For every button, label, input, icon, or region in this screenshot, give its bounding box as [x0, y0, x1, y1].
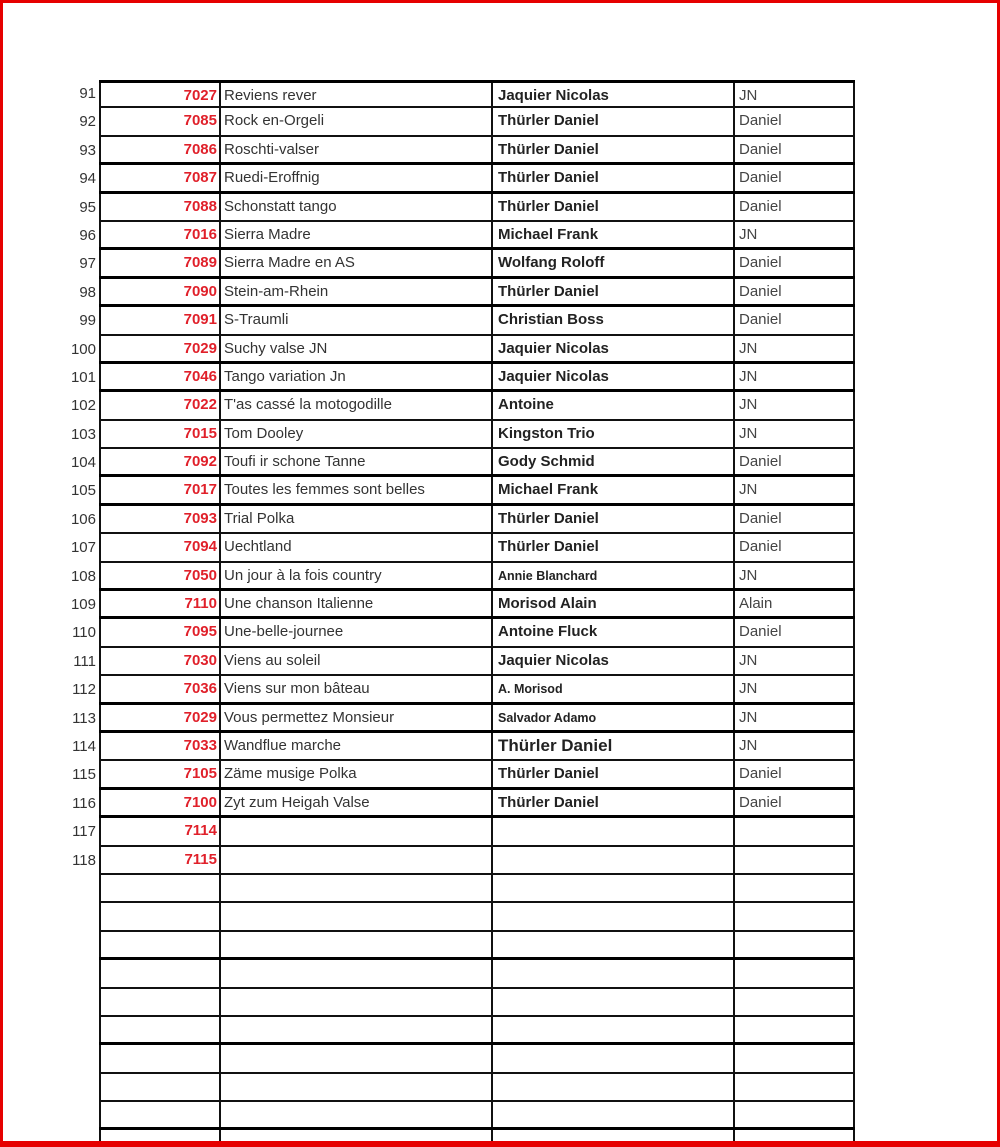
song-code-cell[interactable]: 7085	[99, 108, 219, 134]
table-row	[0, 903, 1000, 931]
table-row	[0, 449, 1000, 477]
row-number: 117	[72, 823, 96, 841]
table-row	[0, 705, 1000, 733]
artist-cell[interactable]	[491, 1102, 733, 1127]
row-cells	[99, 137, 855, 165]
table-row	[0, 534, 1000, 562]
song-title-cell[interactable]: Schonstatt tango	[219, 194, 491, 220]
table-row	[0, 194, 1000, 222]
table-row	[0, 477, 1000, 505]
artist-cell[interactable]: Christian Boss	[491, 307, 733, 333]
song-code-cell[interactable]	[99, 989, 219, 1015]
song-title-cell[interactable]: Sierra Madre en AS	[219, 250, 491, 275]
initials-cell[interactable]: JN	[733, 676, 855, 701]
initials-cell[interactable]: Daniel	[733, 449, 855, 474]
row-number: 116	[72, 794, 96, 812]
song-title-cell[interactable]: S-Traumli	[219, 307, 491, 333]
song-title-cell[interactable]	[219, 1045, 491, 1071]
song-title-cell[interactable]: Reviens rever	[219, 83, 491, 106]
song-code-cell[interactable]: 7105	[99, 761, 219, 786]
artist-cell[interactable]	[491, 847, 733, 873]
row-number: 99	[79, 312, 96, 330]
song-title-cell[interactable]: Tango variation Jn	[219, 364, 491, 389]
initials-cell[interactable]: JN	[733, 563, 855, 588]
row-number	[40, 903, 96, 931]
artist-cell[interactable]: Thürler Daniel	[491, 108, 733, 134]
song-title-cell[interactable]	[219, 1074, 491, 1100]
row-number	[40, 989, 96, 1017]
song-code-cell[interactable]: 7100	[99, 790, 219, 815]
song-table	[0, 80, 1000, 1147]
song-code-cell[interactable]: 7016	[99, 222, 219, 247]
song-title-cell[interactable]: Zäme musige Polka	[219, 761, 491, 786]
artist-cell[interactable]: Antoine Fluck	[491, 619, 733, 645]
table-row	[0, 80, 1000, 108]
row-number: 92	[79, 113, 96, 131]
initials-cell[interactable]	[733, 989, 855, 1015]
song-title-cell[interactable]: Wandflue marche	[219, 733, 491, 759]
row-cells	[99, 194, 855, 222]
table-row	[0, 1130, 1000, 1147]
initials-cell[interactable]: JN	[733, 421, 855, 447]
initials-cell[interactable]	[733, 960, 855, 986]
initials-cell[interactable]: Daniel	[733, 506, 855, 532]
initials-cell[interactable]: Daniel	[733, 790, 855, 815]
song-title-cell[interactable]: Trial Polka	[219, 506, 491, 532]
initials-cell[interactable]	[733, 875, 855, 901]
artist-cell[interactable]: Jaquier Nicolas	[491, 83, 733, 106]
table-row	[0, 932, 1000, 960]
row-number: 101	[70, 368, 96, 386]
artist-cell[interactable]: Thürler Daniel	[491, 790, 733, 815]
initials-cell[interactable]: JN	[733, 705, 855, 730]
song-code-cell[interactable]: 7088	[99, 194, 219, 220]
song-code-cell[interactable]: 7030	[99, 648, 219, 674]
row-number: 100	[70, 340, 96, 358]
song-title-cell[interactable]	[219, 989, 491, 1015]
table-row	[0, 364, 1000, 392]
artist-cell[interactable]	[491, 875, 733, 901]
initials-cell[interactable]: Daniel	[733, 108, 855, 134]
song-code-cell[interactable]	[99, 903, 219, 929]
song-code-cell[interactable]: 7114	[99, 818, 219, 844]
row-number	[40, 1017, 96, 1045]
row-number: 91	[79, 85, 96, 102]
table-row	[0, 336, 1000, 364]
row-cells	[99, 1045, 855, 1073]
artist-cell[interactable]: Annie Blanchard	[491, 563, 733, 588]
song-code-cell[interactable]	[99, 1102, 219, 1127]
song-code-cell[interactable]: 7110	[99, 591, 219, 616]
song-title-cell[interactable]: Tom Dooley	[219, 421, 491, 447]
song-code-cell[interactable]: 7092	[99, 449, 219, 474]
row-cells	[99, 619, 855, 647]
song-title-cell[interactable]	[219, 1102, 491, 1127]
song-title-cell[interactable]: Viens sur mon bâteau	[219, 676, 491, 701]
song-code-cell[interactable]: 7095	[99, 619, 219, 645]
song-title-cell[interactable]: Toufi ir schone Tanne	[219, 449, 491, 474]
song-code-cell[interactable]: 7017	[99, 477, 219, 502]
row-cells	[99, 989, 855, 1017]
song-title-cell[interactable]: Ruedi-Eroffnig	[219, 165, 491, 190]
row-cells	[99, 591, 855, 619]
row-cells	[99, 705, 855, 733]
artist-cell[interactable]: Wolfang Roloff	[491, 250, 733, 275]
artist-cell[interactable]	[491, 932, 733, 957]
row-number: 114	[72, 737, 96, 755]
song-title-cell[interactable]: Un jour à la fois country	[219, 563, 491, 588]
artist-cell[interactable]: Gody Schmid	[491, 449, 733, 474]
row-cells	[99, 506, 855, 534]
song-code-cell[interactable]: 7050	[99, 563, 219, 588]
song-title-cell[interactable]: Vous permettez Monsieur	[219, 705, 491, 730]
row-number: 106	[70, 510, 96, 528]
row-number	[40, 1045, 96, 1073]
song-code-cell[interactable]: 7094	[99, 534, 219, 560]
initials-cell[interactable]	[733, 932, 855, 957]
song-code-cell[interactable]	[99, 1130, 219, 1147]
table-row	[0, 392, 1000, 420]
artist-cell[interactable]: Morisod Alain	[491, 591, 733, 616]
row-cells	[99, 563, 855, 591]
song-code-cell[interactable]: 7015	[99, 421, 219, 447]
table-row	[0, 960, 1000, 988]
row-cells	[99, 534, 855, 562]
initials-cell[interactable]: Alain	[733, 591, 855, 616]
initials-cell[interactable]	[733, 903, 855, 929]
row-cells	[99, 222, 855, 250]
row-number: 93	[79, 141, 96, 159]
song-code-cell[interactable]	[99, 1017, 219, 1042]
row-cells	[99, 761, 855, 789]
song-code-cell[interactable]: 7089	[99, 250, 219, 275]
artist-cell[interactable]: A. Morisod	[491, 676, 733, 701]
initials-cell[interactable]: JN	[733, 477, 855, 502]
row-cells	[99, 1102, 855, 1130]
row-cells	[99, 818, 855, 846]
song-code-cell[interactable]: 7029	[99, 705, 219, 730]
row-cells	[99, 279, 855, 307]
song-title-cell[interactable]: Sierra Madre	[219, 222, 491, 247]
artist-cell[interactable]: Michael Frank	[491, 222, 733, 247]
row-cells	[99, 80, 855, 108]
initials-cell[interactable]	[733, 818, 855, 844]
initials-cell[interactable]: Daniel	[733, 137, 855, 162]
initials-cell[interactable]: JN	[733, 733, 855, 759]
row-number	[40, 875, 96, 903]
artist-cell[interactable]: Jaquier Nicolas	[491, 648, 733, 674]
row-cells	[99, 477, 855, 505]
row-number: 103	[70, 425, 96, 443]
artist-cell[interactable]: Thürler Daniel	[491, 534, 733, 560]
row-cells	[99, 108, 855, 136]
song-title-cell[interactable]: Une-belle-journee	[219, 619, 491, 645]
initials-cell[interactable]: Daniel	[733, 534, 855, 560]
row-cells	[99, 336, 855, 364]
artist-cell[interactable]	[491, 960, 733, 986]
initials-cell[interactable]	[733, 1045, 855, 1071]
row-cells	[99, 250, 855, 278]
song-code-cell[interactable]: 7022	[99, 392, 219, 418]
row-number: 108	[70, 567, 96, 585]
song-code-cell[interactable]	[99, 932, 219, 957]
song-title-cell[interactable]	[219, 847, 491, 873]
initials-cell[interactable]: JN	[733, 392, 855, 418]
song-title-cell[interactable]: Zyt zum Heigah Valse	[219, 790, 491, 815]
row-number: 102	[70, 397, 96, 415]
song-title-cell[interactable]	[219, 903, 491, 929]
row-cells	[99, 847, 855, 875]
row-number: 115	[72, 766, 96, 784]
row-number: 111	[73, 652, 96, 670]
initials-cell[interactable]: Daniel	[733, 619, 855, 645]
song-code-cell[interactable]: 7093	[99, 506, 219, 532]
table-row	[0, 506, 1000, 534]
initials-cell[interactable]: Daniel	[733, 250, 855, 275]
table-row	[0, 818, 1000, 846]
song-code-cell[interactable]: 7027	[99, 83, 219, 106]
table-row	[0, 279, 1000, 307]
row-number: 112	[72, 681, 96, 699]
artist-cell[interactable]: Kingston Trio	[491, 421, 733, 447]
table-row	[0, 648, 1000, 676]
table-row	[0, 875, 1000, 903]
song-title-cell[interactable]: Rock en-Orgeli	[219, 108, 491, 134]
table-row	[0, 421, 1000, 449]
initials-cell[interactable]: JN	[733, 83, 855, 106]
artist-cell[interactable]: Thürler Daniel	[491, 165, 733, 190]
song-code-cell[interactable]: 7087	[99, 165, 219, 190]
table-row	[0, 619, 1000, 647]
initials-cell[interactable]	[733, 1130, 855, 1147]
row-cells	[99, 1130, 855, 1147]
song-code-cell[interactable]	[99, 960, 219, 986]
initials-cell[interactable]: Daniel	[733, 194, 855, 220]
initials-cell[interactable]: Daniel	[733, 165, 855, 190]
table-row	[0, 1045, 1000, 1073]
table-row	[0, 847, 1000, 875]
table-row	[0, 108, 1000, 136]
artist-cell[interactable]: Jaquier Nicolas	[491, 336, 733, 361]
table-row	[0, 563, 1000, 591]
artist-cell[interactable]: Salvador Adamo	[491, 705, 733, 730]
song-code-cell[interactable]	[99, 1045, 219, 1071]
song-title-cell[interactable]: Suchy valse JN	[219, 336, 491, 361]
row-cells	[99, 392, 855, 420]
artist-cell[interactable]: Jaquier Nicolas	[491, 364, 733, 389]
row-number: 109	[70, 596, 96, 614]
row-number	[40, 1130, 96, 1147]
initials-cell[interactable]	[733, 847, 855, 873]
song-title-cell[interactable]: Roschti-valser	[219, 137, 491, 162]
row-cells	[99, 903, 855, 931]
row-cells	[99, 648, 855, 676]
song-code-cell[interactable]: 7115	[99, 847, 219, 873]
artist-cell[interactable]: Thürler Daniel	[491, 279, 733, 304]
song-code-cell[interactable]: 7036	[99, 676, 219, 701]
table-row	[0, 1017, 1000, 1045]
row-cells	[99, 421, 855, 449]
initials-cell[interactable]: JN	[733, 648, 855, 674]
row-cells	[99, 875, 855, 903]
song-title-cell[interactable]	[219, 875, 491, 901]
song-code-cell[interactable]: 7091	[99, 307, 219, 333]
row-cells	[99, 733, 855, 761]
artist-cell[interactable]	[491, 1045, 733, 1071]
song-title-cell[interactable]	[219, 1130, 491, 1147]
table-row	[0, 989, 1000, 1017]
table-row	[0, 676, 1000, 704]
table-row	[0, 591, 1000, 619]
song-title-cell[interactable]	[219, 1017, 491, 1042]
row-cells	[99, 1017, 855, 1045]
row-cells	[99, 364, 855, 392]
song-title-cell[interactable]: Viens au soleil	[219, 648, 491, 674]
artist-cell[interactable]: Thürler Daniel	[491, 506, 733, 532]
row-number: 110	[72, 624, 96, 642]
row-number: 105	[70, 482, 96, 500]
song-code-cell[interactable]: 7046	[99, 364, 219, 389]
song-title-cell[interactable]: Une chanson Italienne	[219, 591, 491, 616]
row-cells	[99, 960, 855, 988]
song-code-cell[interactable]: 7033	[99, 733, 219, 759]
row-number: 118	[72, 851, 96, 869]
row-number	[40, 932, 96, 960]
table-row	[0, 250, 1000, 278]
initials-cell[interactable]: Daniel	[733, 761, 855, 786]
row-cells	[99, 790, 855, 818]
song-title-cell[interactable]: Stein-am-Rhein	[219, 279, 491, 304]
song-code-cell[interactable]	[99, 875, 219, 901]
row-cells	[99, 1074, 855, 1102]
song-title-cell[interactable]: Uechtland	[219, 534, 491, 560]
song-title-cell[interactable]	[219, 932, 491, 957]
song-title-cell[interactable]	[219, 960, 491, 986]
table-row	[0, 165, 1000, 193]
artist-cell[interactable]	[491, 1017, 733, 1042]
initials-cell[interactable]	[733, 1074, 855, 1100]
table-row	[0, 222, 1000, 250]
artist-cell[interactable]: Michael Frank	[491, 477, 733, 502]
row-number: 97	[79, 255, 96, 273]
initials-cell[interactable]: JN	[733, 336, 855, 361]
artist-cell[interactable]: Thürler Daniel	[491, 761, 733, 786]
row-number: 94	[79, 170, 96, 188]
artist-cell[interactable]	[491, 989, 733, 1015]
song-title-cell[interactable]: T'as cassé la motogodille	[219, 392, 491, 418]
row-number: 95	[79, 198, 96, 216]
row-number	[40, 960, 96, 988]
row-number: 104	[70, 454, 96, 472]
initials-cell[interactable]	[733, 1017, 855, 1042]
row-cells	[99, 165, 855, 193]
table-row	[0, 790, 1000, 818]
artist-cell[interactable]: Thürler Daniel	[491, 194, 733, 220]
table-row	[0, 137, 1000, 165]
row-cells	[99, 676, 855, 704]
artist-cell[interactable]: Antoine	[491, 392, 733, 418]
artist-cell[interactable]	[491, 1130, 733, 1147]
row-cells	[99, 449, 855, 477]
row-number: 107	[70, 539, 96, 557]
initials-cell[interactable]	[733, 1102, 855, 1127]
initials-cell[interactable]: Daniel	[733, 307, 855, 333]
row-cells	[99, 307, 855, 335]
initials-cell[interactable]: Daniel	[733, 279, 855, 304]
table-row	[0, 761, 1000, 789]
row-number	[40, 1102, 96, 1130]
row-number: 98	[79, 283, 96, 301]
artist-cell[interactable]	[491, 1074, 733, 1100]
table-row	[0, 733, 1000, 761]
row-number	[40, 1074, 96, 1102]
song-code-cell[interactable]	[99, 1074, 219, 1100]
artist-cell[interactable]	[491, 818, 733, 844]
song-code-cell[interactable]: 7029	[99, 336, 219, 361]
artist-cell[interactable]: Thürler Daniel	[491, 733, 733, 759]
song-title-cell[interactable]: Toutes les femmes sont belles	[219, 477, 491, 502]
song-code-cell[interactable]: 7090	[99, 279, 219, 304]
table-row	[0, 307, 1000, 335]
artist-cell[interactable]	[491, 903, 733, 929]
row-number: 96	[79, 226, 96, 244]
row-number: 113	[72, 709, 96, 727]
row-cells	[99, 932, 855, 960]
song-title-cell[interactable]	[219, 818, 491, 844]
song-code-cell[interactable]: 7086	[99, 137, 219, 162]
initials-cell[interactable]: JN	[733, 222, 855, 247]
artist-cell[interactable]: Thürler Daniel	[491, 137, 733, 162]
table-row	[0, 1074, 1000, 1102]
table-row	[0, 1102, 1000, 1130]
initials-cell[interactable]: JN	[733, 364, 855, 389]
